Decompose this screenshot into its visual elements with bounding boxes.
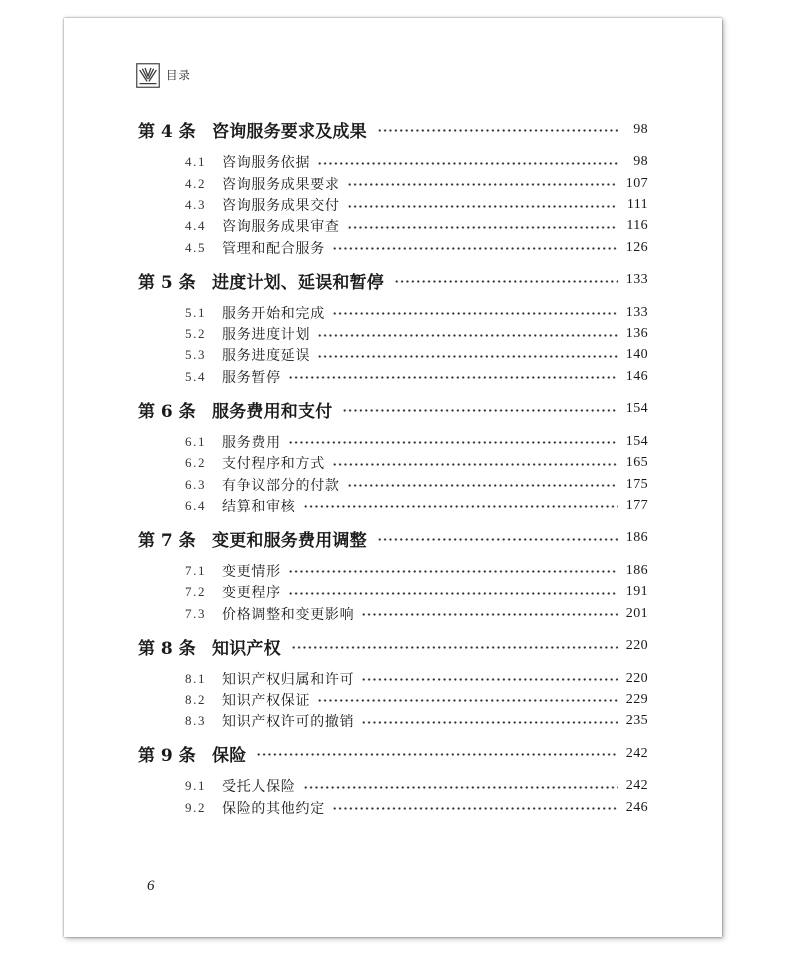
clause-number: 6.4 <box>185 497 207 513</box>
clause-page-number: 175 <box>625 476 648 492</box>
clause-title: 受托人保险 <box>222 779 296 796</box>
clause-row <box>138 366 648 387</box>
chapter-title: 进度计划、延误和暂停 <box>212 272 384 293</box>
toc-section <box>138 387 648 516</box>
book-page <box>64 18 722 937</box>
dot-leader <box>342 408 618 413</box>
dot-leader <box>332 311 618 316</box>
chapter-label: 第 6 条 <box>138 401 196 422</box>
clause-title: 知识产权保证 <box>222 692 311 709</box>
clause-row <box>138 194 648 215</box>
clause-row <box>138 216 648 237</box>
clause-row <box>138 302 648 323</box>
dot-leader <box>317 354 618 359</box>
chapter-page-number: 220 <box>625 638 648 654</box>
clause-row <box>138 582 648 603</box>
dot-leader <box>394 279 618 284</box>
clause-page-number: 98 <box>633 154 648 170</box>
clause-title: 咨询服务成果审查 <box>222 219 340 236</box>
chapter-row <box>138 624 648 668</box>
clause-row <box>138 495 648 516</box>
toc-section <box>138 258 648 387</box>
chapter-title: 咨询服务要求及成果 <box>212 122 367 143</box>
clause-title: 服务暂停 <box>222 369 281 386</box>
chapter-page-number: 98 <box>633 121 648 137</box>
logo-strokes <box>140 68 156 83</box>
dot-leader <box>332 246 618 251</box>
clause-page-number: 235 <box>625 713 648 729</box>
clause-number: 6.3 <box>185 476 207 492</box>
dot-leader <box>303 504 619 509</box>
book-logo-icon <box>136 63 160 88</box>
chapter-page-number: 242 <box>625 745 648 761</box>
clause-number: 6.1 <box>185 433 207 449</box>
clause-number: 4.4 <box>185 218 207 234</box>
chapter-row <box>138 387 648 431</box>
clause-number: 8.3 <box>185 713 207 729</box>
chapter-label: 第 8 条 <box>138 638 196 659</box>
chapter-page-number: 154 <box>625 401 648 417</box>
clause-page-number: 165 <box>625 455 648 471</box>
chapter-title: 服务费用和支付 <box>212 401 333 422</box>
dot-leader <box>377 128 618 133</box>
folio-page-number: 6 <box>147 878 155 894</box>
clause-page-number: 229 <box>625 691 648 707</box>
clause-title: 知识产权归属和许可 <box>222 671 355 688</box>
dot-leader <box>288 591 618 596</box>
table-of-contents <box>138 108 648 818</box>
running-header <box>136 62 191 88</box>
dot-leader <box>256 752 618 757</box>
clause-number: 7.1 <box>185 562 207 578</box>
dot-leader <box>317 333 618 338</box>
clause-page-number: 177 <box>625 497 648 513</box>
chapter-row <box>138 517 648 561</box>
clause-row <box>138 431 648 452</box>
clause-title: 价格调整和变更影响 <box>222 606 355 623</box>
chapter-label: 第 9 条 <box>138 746 196 767</box>
clause-page-number: 220 <box>625 670 648 686</box>
clause-number: 8.1 <box>185 670 207 686</box>
clause-row <box>138 797 648 818</box>
chapter-row <box>138 108 648 152</box>
dot-leader <box>303 785 619 790</box>
chapter-label: 第 5 条 <box>138 272 196 293</box>
clause-number: 8.2 <box>185 691 207 707</box>
clause-number: 9.1 <box>185 778 207 794</box>
clause-number: 9.2 <box>185 799 207 815</box>
clause-page-number: 140 <box>625 347 648 363</box>
dot-leader <box>361 677 618 682</box>
clause-number: 5.2 <box>185 326 207 342</box>
clause-title: 有争议部分的付款 <box>222 477 340 494</box>
clause-page-number: 136 <box>625 326 648 342</box>
clause-number: 4.1 <box>185 154 207 170</box>
clause-row <box>138 711 648 732</box>
chapter-row <box>138 732 648 776</box>
clause-page-number: 246 <box>625 799 648 815</box>
clause-page-number: 146 <box>625 368 648 384</box>
toc-section <box>138 108 648 258</box>
dot-leader <box>332 806 618 811</box>
clause-number: 4.5 <box>185 239 207 255</box>
chapter-label: 第 4 条 <box>138 122 196 143</box>
dot-leader <box>317 161 618 166</box>
clause-page-number: 191 <box>625 584 648 600</box>
clause-number: 6.2 <box>185 455 207 471</box>
clause-row <box>138 776 648 797</box>
clause-row <box>138 689 648 710</box>
clause-row <box>138 668 648 689</box>
dot-leader <box>347 483 618 488</box>
dot-leader <box>347 225 618 230</box>
clause-page-number: 133 <box>625 304 648 320</box>
clause-number: 7.2 <box>185 584 207 600</box>
clause-page-number: 116 <box>626 218 648 234</box>
clause-page-number: 154 <box>625 433 648 449</box>
clause-page-number: 111 <box>626 197 648 213</box>
clause-number: 5.4 <box>185 368 207 384</box>
clause-number: 7.3 <box>185 605 207 621</box>
chapter-page-number: 186 <box>625 530 648 546</box>
clause-row <box>138 173 648 194</box>
chapter-label: 第 7 条 <box>138 530 196 551</box>
clause-page-number: 186 <box>625 562 648 578</box>
dot-leader <box>347 182 618 187</box>
dot-leader <box>288 375 618 380</box>
dot-leader <box>291 645 618 650</box>
chapter-row <box>138 258 648 302</box>
clause-number: 5.3 <box>185 347 207 363</box>
book-logo-graphic <box>136 63 160 88</box>
clause-row <box>138 452 648 473</box>
dot-leader <box>288 569 618 574</box>
clause-title: 咨询服务成果要求 <box>222 176 340 193</box>
chapter-title: 保险 <box>212 746 247 767</box>
clause-title: 服务开始和完成 <box>222 305 325 322</box>
clause-title: 结算和审核 <box>222 498 296 515</box>
toc-section <box>138 517 648 625</box>
clause-row <box>138 345 648 366</box>
clause-title: 服务费用 <box>222 434 281 451</box>
clause-title: 咨询服务成果交付 <box>222 198 340 215</box>
dot-leader <box>347 204 618 209</box>
dot-leader <box>317 698 618 703</box>
toc-section <box>138 624 648 732</box>
clause-number: 5.1 <box>185 304 207 320</box>
dot-leader <box>377 537 618 542</box>
clause-row <box>138 237 648 258</box>
dot-leader <box>332 462 618 467</box>
clause-title: 咨询服务依据 <box>222 155 311 172</box>
clause-title: 知识产权许可的撤销 <box>222 714 355 731</box>
chapter-title: 变更和服务费用调整 <box>212 530 367 551</box>
clause-row <box>138 560 648 581</box>
clause-number: 4.3 <box>185 197 207 213</box>
dot-leader <box>288 440 618 445</box>
toc-section <box>138 732 648 818</box>
clause-page-number: 242 <box>625 778 648 794</box>
chapter-page-number: 133 <box>625 272 648 288</box>
clause-row <box>138 323 648 344</box>
header-title: 目录 <box>166 68 191 82</box>
clause-title: 支付程序和方式 <box>222 456 325 473</box>
clause-row <box>138 152 648 173</box>
clause-title: 管理和配合服务 <box>222 240 325 257</box>
clause-title: 变更程序 <box>222 585 281 602</box>
clause-page-number: 201 <box>625 605 648 621</box>
clause-title: 服务进度延误 <box>222 348 311 365</box>
clause-page-number: 126 <box>625 239 648 255</box>
clause-title: 服务进度计划 <box>222 327 311 344</box>
clause-title: 保险的其他约定 <box>222 800 325 817</box>
chapter-title: 知识产权 <box>212 638 281 659</box>
clause-page-number: 107 <box>625 175 648 191</box>
clause-number: 4.2 <box>185 175 207 191</box>
clause-title: 变更情形 <box>222 563 281 580</box>
clause-row <box>138 603 648 624</box>
dot-leader <box>361 720 618 725</box>
dot-leader <box>361 612 618 617</box>
clause-row <box>138 474 648 495</box>
